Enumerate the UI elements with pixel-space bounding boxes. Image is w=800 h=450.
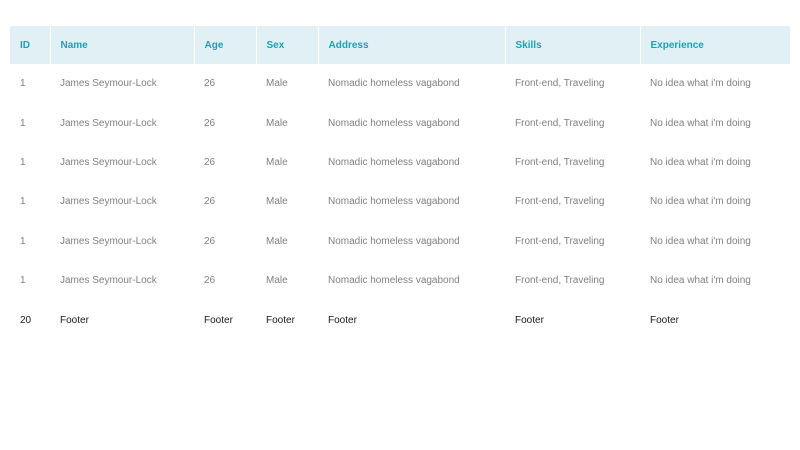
- cell-sex: Male: [266, 78, 288, 90]
- cell-sex: Male: [266, 156, 288, 168]
- cell-skills: Front-end, Traveling: [515, 78, 605, 90]
- table-body: [10, 64, 790, 300]
- footer-cell-sex: Footer: [266, 314, 295, 326]
- cell-id: 1: [20, 235, 26, 247]
- cell-name: James Seymour-Lock: [60, 235, 157, 247]
- cell-experience: No idea what i'm doing: [650, 196, 751, 208]
- column-header-name[interactable]: Name: [50, 26, 194, 64]
- table-row: [10, 182, 790, 221]
- table-header: [10, 26, 790, 64]
- footer-cell-name: Footer: [60, 314, 89, 326]
- column-header-id[interactable]: ID: [10, 26, 50, 64]
- cell-name: James Seymour-Lock: [60, 196, 157, 208]
- cell-name: James Seymour-Lock: [60, 78, 157, 90]
- cell-experience: No idea what i'm doing: [650, 275, 751, 287]
- cell-sex: Male: [266, 235, 288, 247]
- cell-name: James Seymour-Lock: [60, 275, 157, 287]
- cell-id: 1: [20, 275, 26, 287]
- column-header-age[interactable]: Age: [194, 26, 256, 64]
- column-header-experience[interactable]: Experience: [650, 39, 704, 51]
- table-row: [10, 261, 790, 300]
- column-header-sex[interactable]: Sex: [256, 26, 318, 64]
- cell-id: 1: [20, 156, 26, 168]
- cell-id: 1: [20, 196, 26, 208]
- cell-age: 26: [204, 275, 216, 287]
- footer-cell-id: 20: [20, 314, 32, 326]
- data-table: [10, 26, 790, 340]
- cell-skills: Front-end, Traveling: [515, 117, 605, 129]
- footer-cell-experience: Footer: [650, 314, 679, 326]
- footer-cell-skills: Footer: [515, 314, 544, 326]
- cell-sex: Male: [266, 196, 288, 208]
- table-row: [10, 143, 790, 182]
- cell-address: Nomadic homeless vagabond: [328, 78, 460, 90]
- column-header-address[interactable]: Address: [318, 26, 505, 64]
- cell-age: 26: [204, 117, 216, 129]
- data-table-container: [10, 26, 790, 340]
- cell-id: 1: [20, 78, 26, 90]
- footer-cell-age: Footer: [204, 314, 233, 326]
- cell-age: 26: [204, 235, 216, 247]
- cell-sex: Male: [266, 117, 288, 129]
- cell-skills: Front-end, Traveling: [515, 156, 605, 168]
- cell-name: James Seymour-Lock: [60, 117, 157, 129]
- cell-experience: No idea what i'm doing: [650, 156, 751, 168]
- cell-address: Nomadic homeless vagabond: [328, 117, 460, 129]
- cell-experience: No idea what i'm doing: [650, 235, 751, 247]
- cell-skills: Front-end, Traveling: [515, 235, 605, 247]
- cell-sex: Male: [266, 275, 288, 287]
- cell-skills: Front-end, Traveling: [515, 196, 605, 208]
- cell-experience: No idea what i'm doing: [650, 78, 751, 90]
- cell-name: James Seymour-Lock: [60, 156, 157, 168]
- cell-age: 26: [204, 156, 216, 168]
- column-header-skills[interactable]: Skills: [505, 26, 640, 64]
- header-row: [10, 26, 790, 64]
- footer-row: [10, 300, 790, 339]
- cell-address: Nomadic homeless vagabond: [328, 196, 460, 208]
- cell-age: 26: [204, 196, 216, 208]
- cell-address: Nomadic homeless vagabond: [328, 156, 460, 168]
- table-row: [10, 103, 790, 142]
- cell-address: Nomadic homeless vagabond: [328, 275, 460, 287]
- footer-cell-address: Footer: [328, 314, 357, 326]
- cell-skills: Front-end, Traveling: [515, 275, 605, 287]
- table-row: [10, 64, 790, 103]
- cell-id: 1: [20, 117, 26, 129]
- cell-address: Nomadic homeless vagabond: [328, 235, 460, 247]
- table-footer: [10, 300, 790, 339]
- table-row: [10, 222, 790, 261]
- cell-age: 26: [204, 78, 216, 90]
- cell-experience: No idea what i'm doing: [650, 117, 751, 129]
